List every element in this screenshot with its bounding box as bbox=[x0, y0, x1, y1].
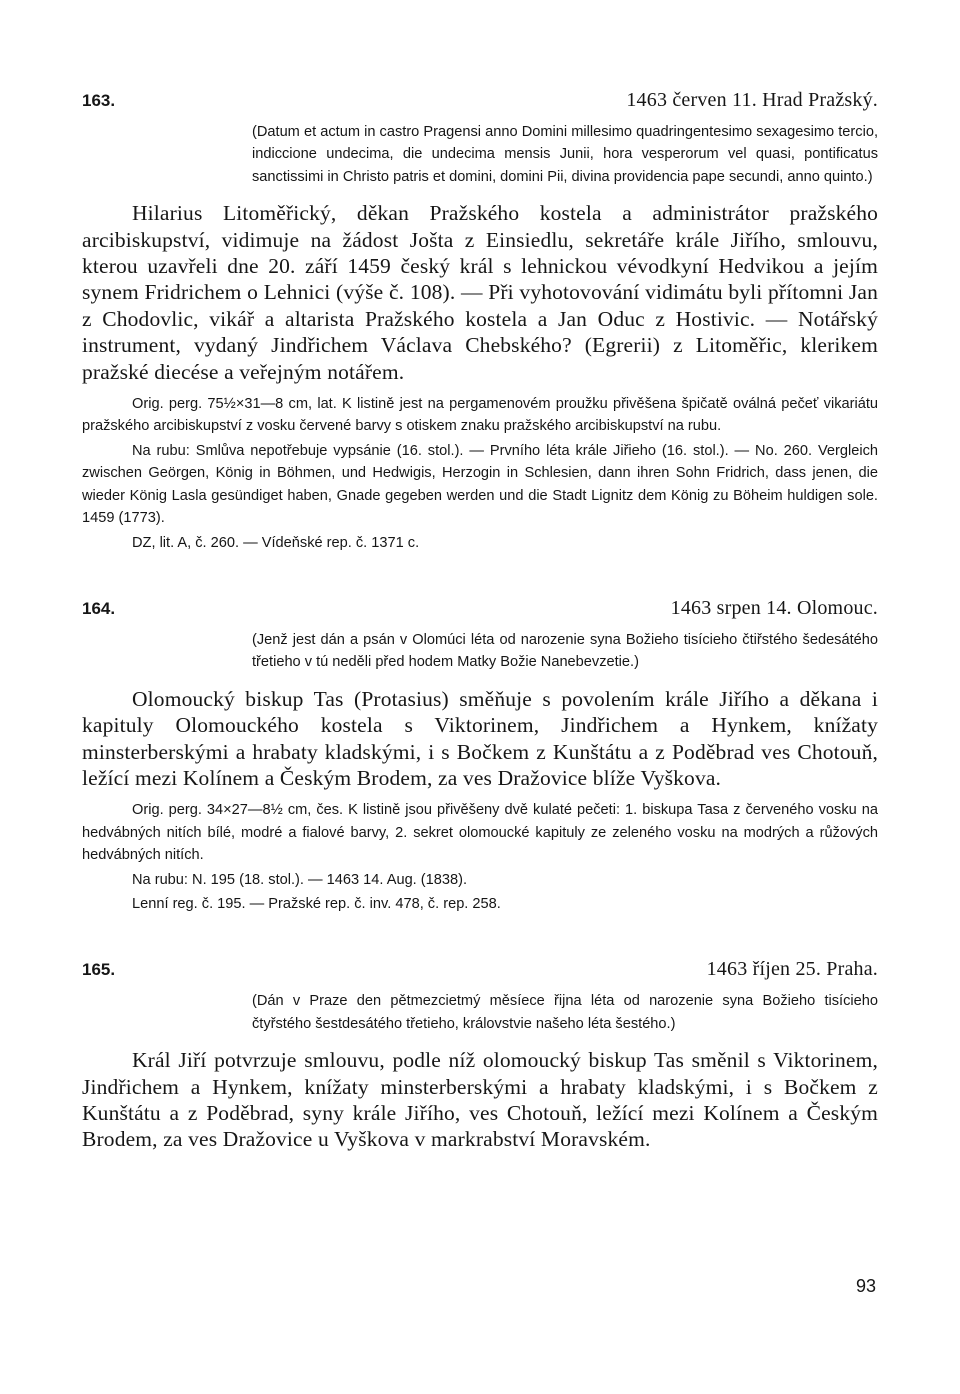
entry-date-place: 1463 srpen 14. Olomouc. bbox=[670, 596, 878, 619]
note-original: Orig. perg. 34×27—8½ cm, čes. K listině jsou přivěšeny dvě kulaté pečeti: 1. biskupa Tasa z červeného vosku na hedvábných nitích bílé, modré a fialové barvy, 2. sekret olomoucké kapituly ze zeleného vosku na modrých a růžových hedvábných nitích. bbox=[82, 802, 878, 864]
entry-header bbox=[82, 88, 878, 113]
regest-text: Olomoucký biskup Tas (Protasius) směňuje s povolením krále Jiřího a děkana i kapituly Olomouckého kostela s Viktorinem, Jindřichem a Hynkem, knížaty minsterberskými a hrabaty kladskými, i s Bočkem z Kunštátu a z Poděbrad ves Chotouň, ležící mezi Kolínem a Českým Brodem, za ves Dražovice blíže Vyškova. bbox=[82, 686, 878, 790]
note-dorsal: Na rubu: Smlůva nepotřebuje vypsánie (16. stol.). — Prvního léta krále Jiřieho (16. stol.). — No. 260. Vergleich zwischen Geörgen, König in Böhmen, und Hedwigis, Herzogin in Schlesien, dann ihren Sohn Fridrich, dass jenen, die wieder König Lasla gesündiget haben, Gnade gegeben werden und die Stadt Lignitz dem König zu Böheim huldigen sole. 1459 (1773). bbox=[82, 442, 878, 527]
entry-number: 164. bbox=[82, 598, 116, 618]
entry-header bbox=[82, 957, 878, 982]
dating-formula: (Jenž jest dán a psán v Olomúci léta od narozenie syna Božieho tisícieho čtiřstého šedesátého třetieho v tú neděli před hodem Matky Božie Nanebevzetie.) bbox=[252, 631, 878, 671]
entry-header bbox=[82, 596, 878, 621]
dating-formula: (Datum et actum in castro Pragensi anno Domini millesimo quadringentesimo sexagesimo tercio, indiccione undecima, die undecima mensis Junii, hora vesperorum vel quasi, pontificatus sanctissimi in Christo patris et domini, domini Pii, divina providencia pape secundi, anno quinto.) bbox=[252, 124, 878, 185]
note-references: Lenní reg. č. 195. — Pražské rep. č. inv. 478, č. rep. 258. bbox=[132, 895, 501, 912]
regest-text: Král Jiří potvrzuje smlouvu, podle níž olomoucký biskup Tas směnil s Viktorinem, Jindřichem a Hynkem, knížaty minsterberskými a hrabaty kladskými, i s Bočkem z Kunštátu a z Poděbrad, syny krále Jiřího, ves Chotouň, ležící mezi Kolínem a Českým Brodem, za ves Dražovice u Vyškova v markrabství Moravském. bbox=[82, 1048, 878, 1152]
entry-date-place: 1463 říjen 25. Praha. bbox=[706, 958, 878, 981]
entry-date-place: 1463 červen 11. Hrad Pražský. bbox=[626, 89, 878, 111]
note-original: Orig. perg. 75½×31—8 cm, lat. K listině jest na pergamenovém proužku přivěšena špičatě oválná pečeť vikariátu pražského arcibiskupství z vosku červené barvy s otiskem znaku pražského arcibiskupství na rubu. bbox=[82, 396, 878, 435]
regest-text: Hilarius Litoměřický, děkan Pražského kostela a administrátor pražského arcibiskupství, vidimuje na žádost Jošta z Einsiedlu, sekretáře krále Jiřího, smlouvu, kterou uzavřeli dne 20. září 1459 český král s lehnickou vévodkyní Hedvikou a jejím synem Fridrichem o Lehnici (výše č. 108). — Při vyhotovování vidimátu byli přítomni Jan z Chodovlic, vikář a altarista Pražského kostela a Jan Oduc z Hostivic. — Notářský instrument, vydaný Jindřichem Václava Chebského? (Egrerii) z Litoměřic, klerikem pražské diecése a veřejným notářem. bbox=[82, 201, 878, 384]
note-dorsal: Na rubu: N. 195 (18. stol.). — 1463 14. Aug. (1838). bbox=[132, 871, 468, 888]
entry-number: 165. bbox=[82, 960, 116, 980]
document-page bbox=[82, 88, 878, 1153]
dating-formula: (Dán v Praze den pětmezcietmý měsíece řijna léta od narozenie syna Božieho tisícieho čtyřstého šestdesátého třetieho, královstvie našeho léta šestého.) bbox=[252, 993, 878, 1032]
entry-164 bbox=[82, 596, 878, 915]
entry-163 bbox=[82, 88, 878, 554]
apparatus-notes bbox=[82, 393, 878, 554]
page-number: 93 bbox=[855, 1276, 876, 1296]
note-references: DZ, lit. A, č. 260. — Vídeňské rep. č. 1371 c. bbox=[132, 534, 420, 551]
entry-165 bbox=[82, 957, 878, 1152]
entry-number: 163. bbox=[82, 91, 116, 110]
apparatus-notes bbox=[82, 799, 878, 915]
